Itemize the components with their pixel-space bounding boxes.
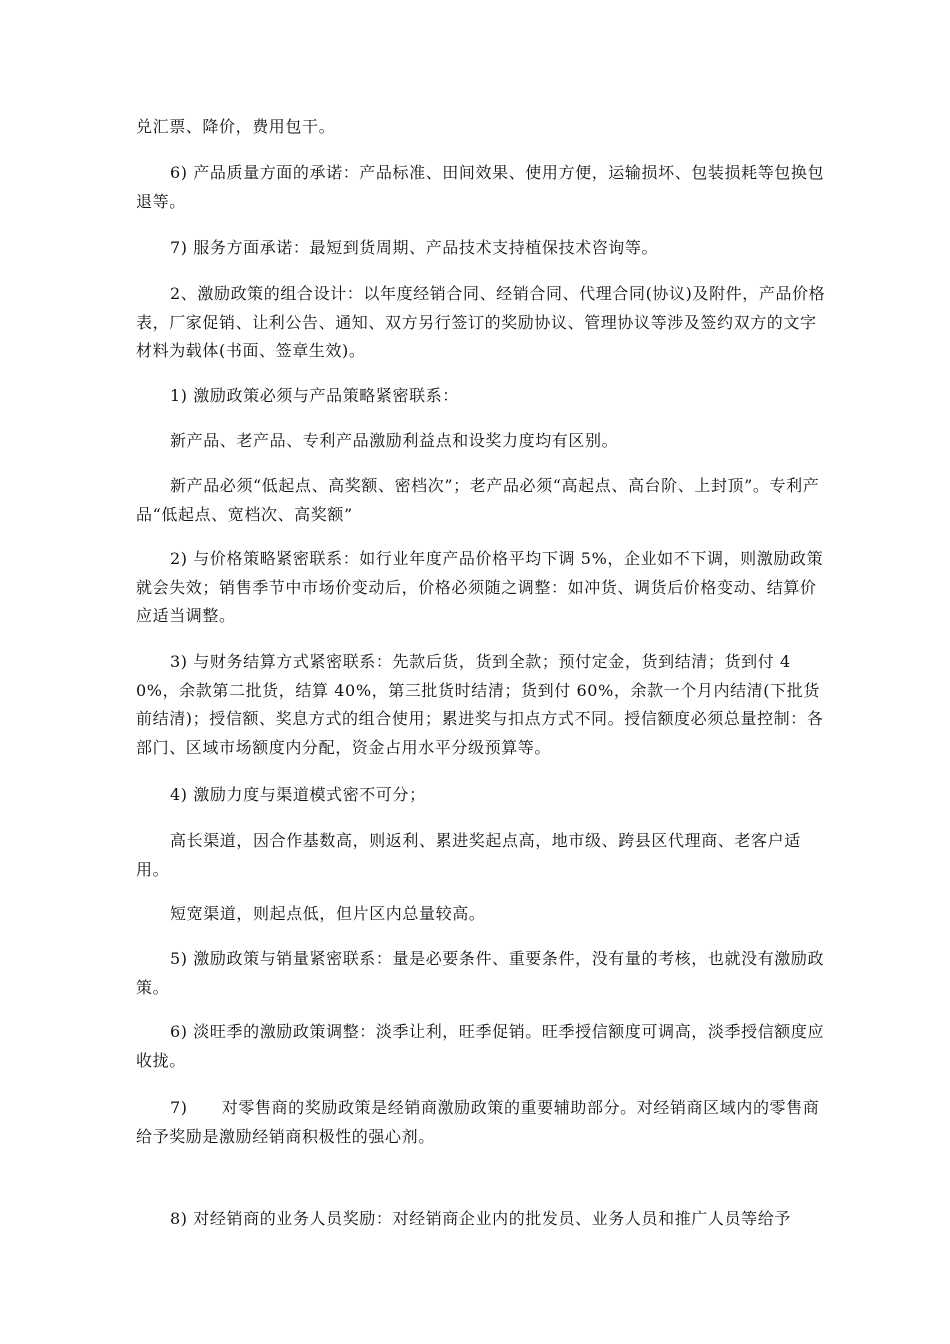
paragraph-continuation: 兑汇票、降价，费用包干。 <box>136 117 336 136</box>
paragraph-product-types: 新产品、老产品、专利产品激励利益点和设奖力度均有区别。 <box>170 431 619 450</box>
paragraph-quality-commitment: 6) 产品质量方面的承诺：产品标准、田间效果、使用方便，运输损坏、包装损耗等包换包退等。 <box>136 163 825 211</box>
paragraph-long-channel: 高长渠道，因合作基数高，则返利、累进奖起点高，地市级、跨县区代理商、老客户适用。 <box>136 831 801 879</box>
paragraph-product-strategy: 1) 激励政策必须与产品策略紧密联系： <box>170 386 459 405</box>
paragraph-settlement: 3) 与财务结算方式紧密联系：先款后货，货到全款；预付定金，货到结清；货到付 40%，余款第二批货，结算 40%，第三批货时结清；货到付 60%，余款一个月内结清(下批货前结清)；授信额、奖息方式的组合使用；累进奖与扣点方式不同。授信额度必须总量控制：各部门、区域市场额度内分配，资金占用水平分级预算等。 <box>136 652 824 757</box>
paragraph-channel-mode: 4) 激励力度与渠道模式密不可分； <box>170 785 426 804</box>
paragraph-incentive-design: 2、激励政策的组合设计：以年度经销合同、经销合同、代理合同(协议)及附件，产品价格表，厂家促销、让利公告、通知、双方另行签订的奖励协议、管理协议等涉及签约双方的文字材料为载体(书面、签章生效)。 <box>136 284 826 360</box>
paragraph-staff-incentive: 8) 对经销商的业务人员奖励：对经销商企业内的批发员、业务人员和推广人员等给予 <box>170 1209 791 1228</box>
paragraph-product-rules: 新产品必须“低起点、高奖额、密档次”；老产品必须“高起点、高台阶、上封顶”。专利产品“低起点、宽档次、高奖额” <box>136 476 820 524</box>
paragraph-service-commitment: 7) 服务方面承诺：最短到货周期、产品技术支持植保技术咨询等。 <box>170 238 659 257</box>
paragraph-sales-volume: 5) 激励政策与销量紧密联系：量是必要条件、重要条件，没有量的考核，也就没有激励政策。 <box>136 949 825 997</box>
paragraph-seasonal: 6) 淡旺季的激励政策调整：淡季让利，旺季促销。旺季授信额度可调高，淡季授信额度应收拢。 <box>136 1022 825 1070</box>
paragraph-price-strategy: 2) 与价格策略紧密联系：如行业年度产品价格平均下调 5%，企业如不下调，则激励政策就会失效；销售季节中市场价变动后，价格必须随之调整：如冲货、调货后价格变动、结算价应适当调整。 <box>136 549 824 625</box>
paragraph-short-channel: 短宽渠道，则起点低，但片区内总量较高。 <box>170 904 486 923</box>
paragraph-retailer-incentive: 7) 对零售商的奖励政策是经销商激励政策的重要辅助部分。对经销商区域内的零售商给予奖励是激励经销商积极性的强心剂。 <box>136 1098 820 1146</box>
